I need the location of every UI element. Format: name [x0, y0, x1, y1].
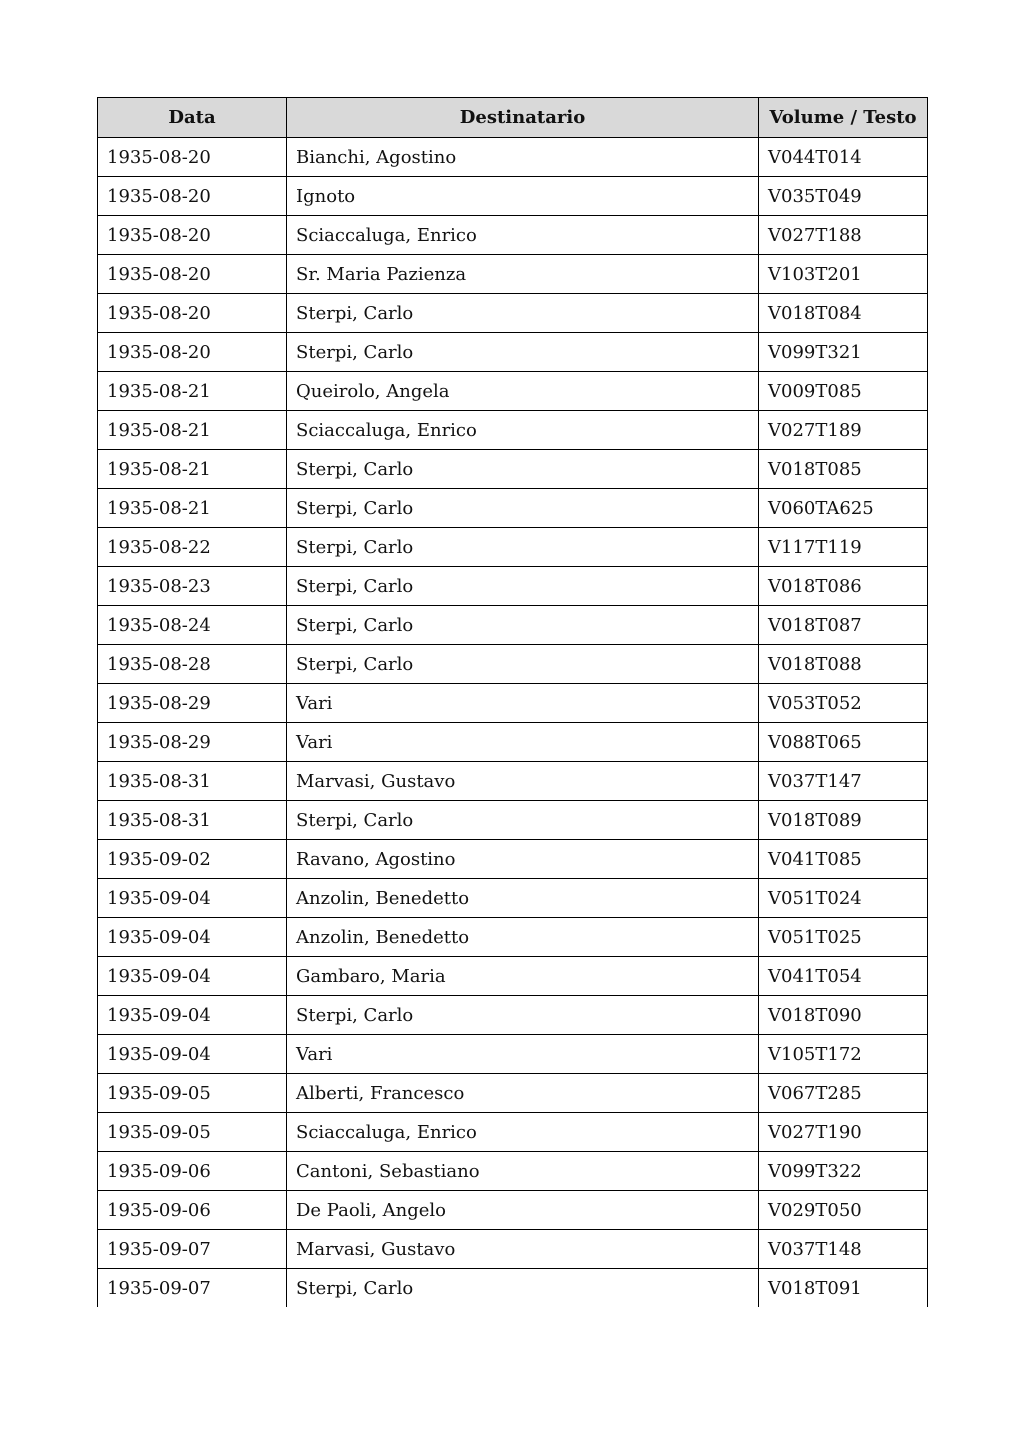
table-row [98, 1113, 928, 1152]
cell-volume-text: V037T147 [759, 762, 928, 801]
table-row [98, 450, 928, 489]
cell-date: 1935-08-31 [98, 762, 287, 801]
table-body [98, 138, 928, 1308]
cell-recipient: Vari [287, 1035, 759, 1074]
cell-date: 1935-08-20 [98, 333, 287, 372]
cell-date: 1935-08-22 [98, 528, 287, 567]
table-row [98, 294, 928, 333]
cell-recipient: Ignoto [287, 177, 759, 216]
cell-date: 1935-09-04 [98, 918, 287, 957]
cell-recipient: Sr. Maria Pazienza [287, 255, 759, 294]
cell-date: 1935-08-20 [98, 216, 287, 255]
table-header [98, 98, 928, 138]
cell-recipient: Alberti, Francesco [287, 1074, 759, 1113]
cell-recipient: Sciaccaluga, Enrico [287, 1113, 759, 1152]
table-row [98, 216, 928, 255]
cell-date: 1935-08-20 [98, 255, 287, 294]
table-row [98, 801, 928, 840]
table-row [98, 567, 928, 606]
cell-volume-text: V099T321 [759, 333, 928, 372]
cell-recipient: De Paoli, Angelo [287, 1191, 759, 1230]
cell-volume-text: V027T190 [759, 1113, 928, 1152]
cell-volume-text: V027T189 [759, 411, 928, 450]
cell-date: 1935-09-06 [98, 1191, 287, 1230]
letters-table [97, 97, 928, 1307]
cell-date: 1935-08-23 [98, 567, 287, 606]
table-row [98, 1269, 928, 1308]
cell-volume-text: V018T090 [759, 996, 928, 1035]
cell-date: 1935-08-29 [98, 684, 287, 723]
cell-volume-text: V018T086 [759, 567, 928, 606]
table-row [98, 528, 928, 567]
table-row [98, 1152, 928, 1191]
cell-volume-text: V067T285 [759, 1074, 928, 1113]
cell-volume-text: V041T054 [759, 957, 928, 996]
cell-volume-text: V088T065 [759, 723, 928, 762]
cell-date: 1935-09-05 [98, 1113, 287, 1152]
cell-recipient: Gambaro, Maria [287, 957, 759, 996]
cell-date: 1935-08-21 [98, 489, 287, 528]
cell-recipient: Sterpi, Carlo [287, 801, 759, 840]
table-row [98, 879, 928, 918]
table-row [98, 684, 928, 723]
table-row [98, 1035, 928, 1074]
table-row [98, 489, 928, 528]
cell-volume-text: V037T148 [759, 1230, 928, 1269]
cell-recipient: Queirolo, Angela [287, 372, 759, 411]
table-row [98, 957, 928, 996]
cell-date: 1935-08-20 [98, 294, 287, 333]
cell-date: 1935-08-21 [98, 372, 287, 411]
cell-volume-text: V018T089 [759, 801, 928, 840]
cell-volume-text: V060TA625 [759, 489, 928, 528]
cell-date: 1935-09-04 [98, 957, 287, 996]
table-row [98, 138, 928, 177]
cell-volume-text: V018T088 [759, 645, 928, 684]
header-date: Data [98, 98, 287, 138]
table-row [98, 1230, 928, 1269]
cell-recipient: Sterpi, Carlo [287, 645, 759, 684]
table-row [98, 645, 928, 684]
cell-date: 1935-08-21 [98, 411, 287, 450]
table-row [98, 723, 928, 762]
cell-volume-text: V035T049 [759, 177, 928, 216]
cell-date: 1935-09-05 [98, 1074, 287, 1113]
cell-recipient: Sterpi, Carlo [287, 528, 759, 567]
cell-recipient: Cantoni, Sebastiano [287, 1152, 759, 1191]
cell-recipient: Sciaccaluga, Enrico [287, 411, 759, 450]
cell-date: 1935-09-07 [98, 1269, 287, 1308]
table-row [98, 333, 928, 372]
table-row [98, 762, 928, 801]
cell-recipient: Sterpi, Carlo [287, 450, 759, 489]
cell-recipient: Sterpi, Carlo [287, 1269, 759, 1308]
cell-recipient: Ravano, Agostino [287, 840, 759, 879]
cell-date: 1935-09-06 [98, 1152, 287, 1191]
cell-recipient: Marvasi, Gustavo [287, 762, 759, 801]
table-row [98, 1074, 928, 1113]
cell-date: 1935-08-21 [98, 450, 287, 489]
cell-volume-text: V041T085 [759, 840, 928, 879]
cell-recipient: Vari [287, 684, 759, 723]
table-row [98, 372, 928, 411]
table-row [98, 1191, 928, 1230]
cell-recipient: Bianchi, Agostino [287, 138, 759, 177]
cell-date: 1935-08-31 [98, 801, 287, 840]
cell-recipient: Vari [287, 723, 759, 762]
cell-recipient: Sterpi, Carlo [287, 606, 759, 645]
cell-recipient: Sterpi, Carlo [287, 294, 759, 333]
header-volume-text: Volume / Testo [759, 98, 928, 138]
cell-recipient: Marvasi, Gustavo [287, 1230, 759, 1269]
cell-volume-text: V099T322 [759, 1152, 928, 1191]
cell-date: 1935-08-20 [98, 138, 287, 177]
table-row [98, 411, 928, 450]
cell-date: 1935-09-04 [98, 1035, 287, 1074]
cell-volume-text: V044T014 [759, 138, 928, 177]
cell-volume-text: V018T084 [759, 294, 928, 333]
cell-date: 1935-08-24 [98, 606, 287, 645]
cell-date: 1935-09-02 [98, 840, 287, 879]
table-row [98, 996, 928, 1035]
cell-volume-text: V105T172 [759, 1035, 928, 1074]
table-row [98, 177, 928, 216]
cell-recipient: Sciaccaluga, Enrico [287, 216, 759, 255]
cell-volume-text: V117T119 [759, 528, 928, 567]
cell-volume-text: V009T085 [759, 372, 928, 411]
table-row [98, 255, 928, 294]
cell-volume-text: V053T052 [759, 684, 928, 723]
cell-volume-text: V051T025 [759, 918, 928, 957]
cell-volume-text: V029T050 [759, 1191, 928, 1230]
table-row [98, 918, 928, 957]
cell-volume-text: V027T188 [759, 216, 928, 255]
cell-date: 1935-09-04 [98, 996, 287, 1035]
cell-date: 1935-08-29 [98, 723, 287, 762]
cell-date: 1935-08-20 [98, 177, 287, 216]
table-row [98, 840, 928, 879]
header-recipient: Destinatario [287, 98, 759, 138]
cell-volume-text: V103T201 [759, 255, 928, 294]
cell-volume-text: V051T024 [759, 879, 928, 918]
header-row [98, 98, 928, 138]
cell-volume-text: V018T091 [759, 1269, 928, 1308]
cell-recipient: Sterpi, Carlo [287, 333, 759, 372]
cell-recipient: Anzolin, Benedetto [287, 918, 759, 957]
cell-recipient: Anzolin, Benedetto [287, 879, 759, 918]
table-row [98, 606, 928, 645]
cell-volume-text: V018T085 [759, 450, 928, 489]
cell-date: 1935-08-28 [98, 645, 287, 684]
cell-date: 1935-09-07 [98, 1230, 287, 1269]
cell-recipient: Sterpi, Carlo [287, 996, 759, 1035]
cell-recipient: Sterpi, Carlo [287, 489, 759, 528]
cell-volume-text: V018T087 [759, 606, 928, 645]
cell-date: 1935-09-04 [98, 879, 287, 918]
cell-recipient: Sterpi, Carlo [287, 567, 759, 606]
